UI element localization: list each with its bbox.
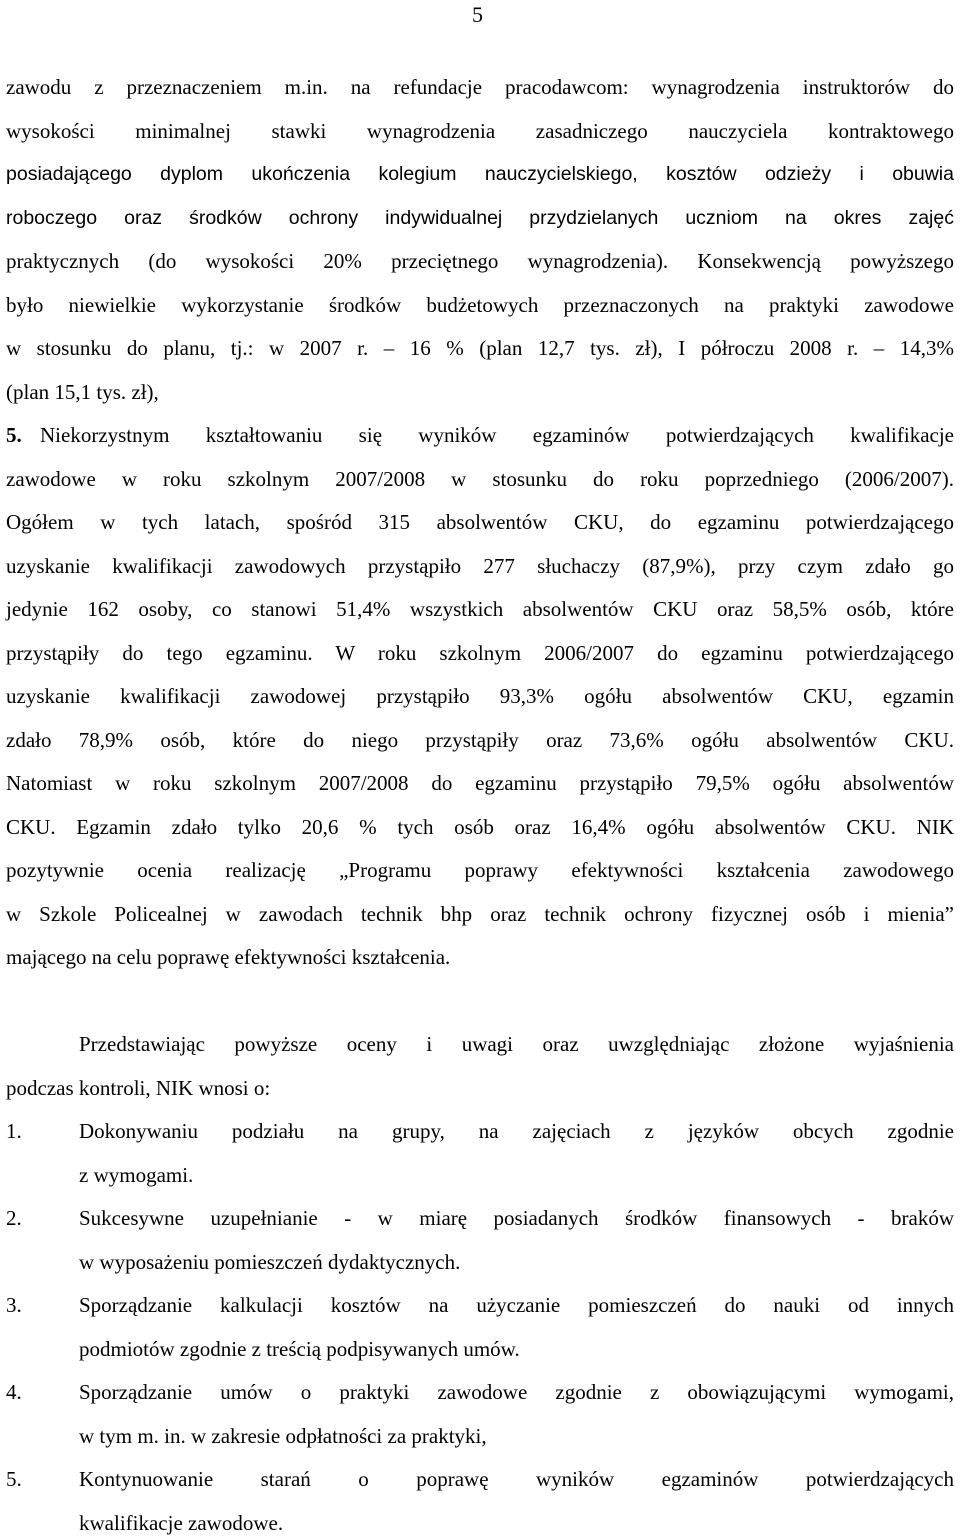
- text-line: uzyskanie kwalifikacji zawodowych przystąpiło 277 słuchaczy (87,9%), przy czym zdało go: [6, 554, 954, 578]
- text-line: Przedstawiając powyższe oceny i uwagi oraz uwzględniając złożone wyjaśnienia: [79, 1032, 954, 1056]
- list-item-number: 1.: [6, 1119, 22, 1143]
- text-line: w stosunku do planu, tj.: w 2007 r. – 16 % (plan 12,7 tys. zł), I półroczu 2008 r. – 14,3%: [6, 336, 954, 360]
- text-line: Sporządzanie umów o praktyki zawodowe zgodnie z obowiązującymi wymogami,: [79, 1380, 954, 1404]
- text-line: Ogółem w tych latach, spośród 315 absolwentów CKU, do egzaminu potwierdzającego: [6, 510, 954, 534]
- text-line: Sporządzanie kalkulacji kosztów na użyczanie pomieszczeń do nauki od innych: [79, 1293, 954, 1317]
- list-item-number: 2.: [6, 1206, 22, 1230]
- text-line: (plan 15,1 tys. zł),: [6, 380, 159, 404]
- text-line: podczas kontroli, NIK wnosi o:: [6, 1076, 271, 1100]
- text-line: Dokonywaniu podziału na grupy, na zajęciach z języków obcych zgodnie: [79, 1119, 954, 1143]
- text-line: Sukcesywne uzupełnianie - w miarę posiadanych środków finansowych - braków: [79, 1206, 954, 1230]
- page-number: 5: [472, 2, 483, 27]
- text-line: w tym m. in. w zakresie odpłatności za praktyki,: [79, 1424, 487, 1448]
- text-line: zdało 78,9% osób, które do niego przystąpiły oraz 73,6% ogółu absolwentów CKU.: [6, 728, 954, 752]
- text-line: posiadającego dyplom ukończenia kolegium nauczycielskiego, kosztów odzieży i obuwia: [6, 163, 954, 185]
- list-item-number: 5.: [6, 1467, 22, 1491]
- text-line: pozytywnie ocenia realizację „Programu poprawy efektywności kształcenia zawodowego: [6, 858, 954, 882]
- text-line: uzyskanie kwalifikacji zawodowej przystąpiło 93,3% ogółu absolwentów CKU, egzamin: [6, 684, 954, 708]
- text-line: w wyposażeniu pomieszczeń dydaktycznych.: [79, 1250, 461, 1274]
- text-line: roboczego oraz środków ochrony indywidualnej przydzielanych uczniom na okres zajęć: [6, 207, 954, 229]
- list-item-number: 4.: [6, 1380, 22, 1404]
- text-line: wysokości minimalnej stawki wynagrodzenia zasadniczego nauczyciela kontraktowego: [6, 119, 954, 143]
- list-item-number: 3.: [6, 1293, 22, 1317]
- text-line: jedynie 162 osoby, co stanowi 51,4% wszystkich absolwentów CKU oraz 58,5% osób, które: [6, 597, 954, 621]
- text-line: zawodu z przeznaczeniem m.in. na refundacje pracodawcom: wynagrodzenia instruktorów do: [6, 75, 954, 99]
- text-line: w Szkole Policealnej w zawodach technik bhp oraz technik ochrony fizycznej osób i mienia”: [6, 902, 954, 926]
- text-line: Natomiast w roku szkolnym 2007/2008 do egzaminu przystąpiło 79,5% ogółu absolwentów: [6, 771, 954, 795]
- text-line: praktycznych (do wysokości 20% przeciętnego wynagrodzenia). Konsekwencją powyższego: [6, 249, 954, 273]
- point-number: 5.: [6, 423, 22, 447]
- text-line: Niekorzystnym kształtowaniu się wyników egzaminów potwierdzających kwalifikacje: [40, 423, 954, 447]
- text-line: podmiotów zgodnie z treścią podpisywanych umów.: [79, 1337, 520, 1361]
- text-line: przystąpiły do tego egzaminu. W roku szkolnym 2006/2007 do egzaminu potwierdzającego: [6, 641, 954, 665]
- text-line: Kontynuowanie starań o poprawę wyników egzaminów potwierdzających: [79, 1467, 954, 1491]
- text-line: z wymogami.: [79, 1163, 194, 1187]
- text-line: zawodowe w roku szkolnym 2007/2008 w stosunku do roku poprzedniego (2006/2007).: [6, 467, 954, 491]
- text-line: kwalifikacje zawodowe.: [79, 1511, 284, 1535]
- text-line: CKU. Egzamin zdało tylko 20,6 % tych osób oraz 16,4% ogółu absolwentów CKU. NIK: [6, 815, 954, 839]
- text-line: było niewielkie wykorzystanie środków budżetowych przeznaczonych na praktyki zawodowe: [6, 293, 954, 317]
- text-line: mającego na celu poprawę efektywności kształcenia.: [6, 945, 451, 969]
